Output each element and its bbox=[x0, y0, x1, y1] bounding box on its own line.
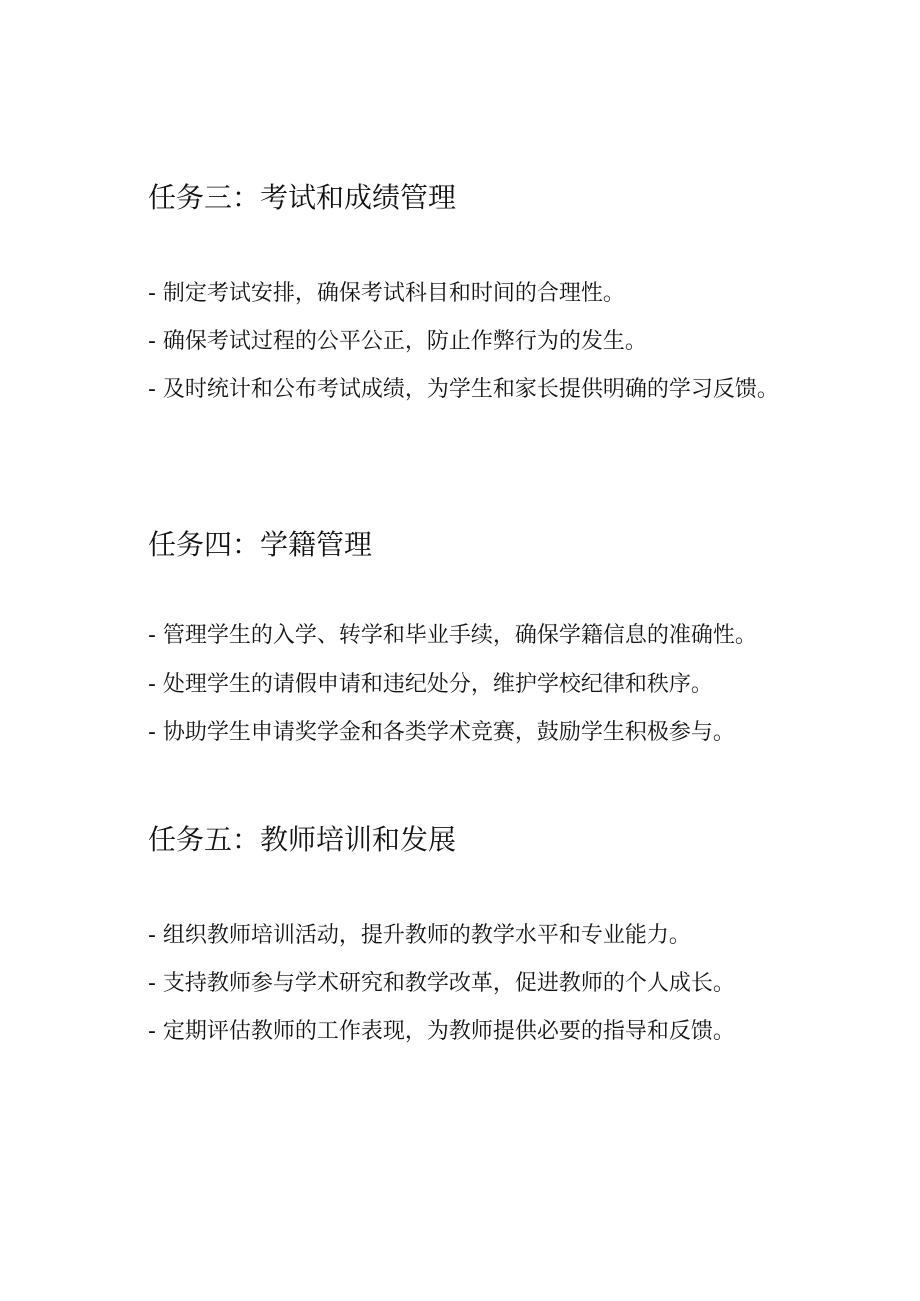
section-title-student-records: 任务四：学籍管理 bbox=[148, 528, 373, 561]
list-item-text: - 管理学生的入学、转学和毕业手续，确保学籍信息的准确性。 bbox=[148, 623, 757, 648]
list-item bbox=[103, 960, 793, 1008]
list-item-text: - 支持教师参与学术研究和教学改革，促进教师的个人成长。 bbox=[148, 971, 735, 996]
list-item-text: - 定期评估教师的工作表现，为教师提供必要的指导和反馈。 bbox=[148, 1019, 735, 1044]
list-item bbox=[103, 661, 793, 709]
list-item bbox=[103, 709, 793, 757]
list-item bbox=[103, 912, 793, 960]
list-item-text: - 处理学生的请假申请和违纪处分，维护学校纪律和秩序。 bbox=[148, 672, 713, 697]
list-item bbox=[103, 366, 793, 414]
list-item-text: - 组织教师培训活动，提升教师的教学水平和专业能力。 bbox=[148, 923, 691, 948]
list-item-text: - 确保考试过程的公平公正，防止作弊行为的发生。 bbox=[148, 329, 647, 354]
list-item-text: - 协助学生申请奖学金和各类学术竞赛，鼓励学生积极参与。 bbox=[148, 720, 735, 745]
list-item bbox=[103, 1008, 793, 1056]
section-title-teacher-training: 任务五：教师培训和发展 bbox=[148, 823, 457, 856]
list-item-text: - 制定考试安排，确保考试科目和时间的合理性。 bbox=[148, 281, 625, 306]
list-item bbox=[103, 270, 793, 318]
list-item-text: - 及时统计和公布考试成绩，为学生和家长提供明确的学习反馈。 bbox=[148, 377, 779, 402]
section-title-exam-management: 任务三：考试和成绩管理 bbox=[148, 181, 457, 214]
list-item bbox=[103, 612, 793, 660]
list-item bbox=[103, 318, 793, 366]
